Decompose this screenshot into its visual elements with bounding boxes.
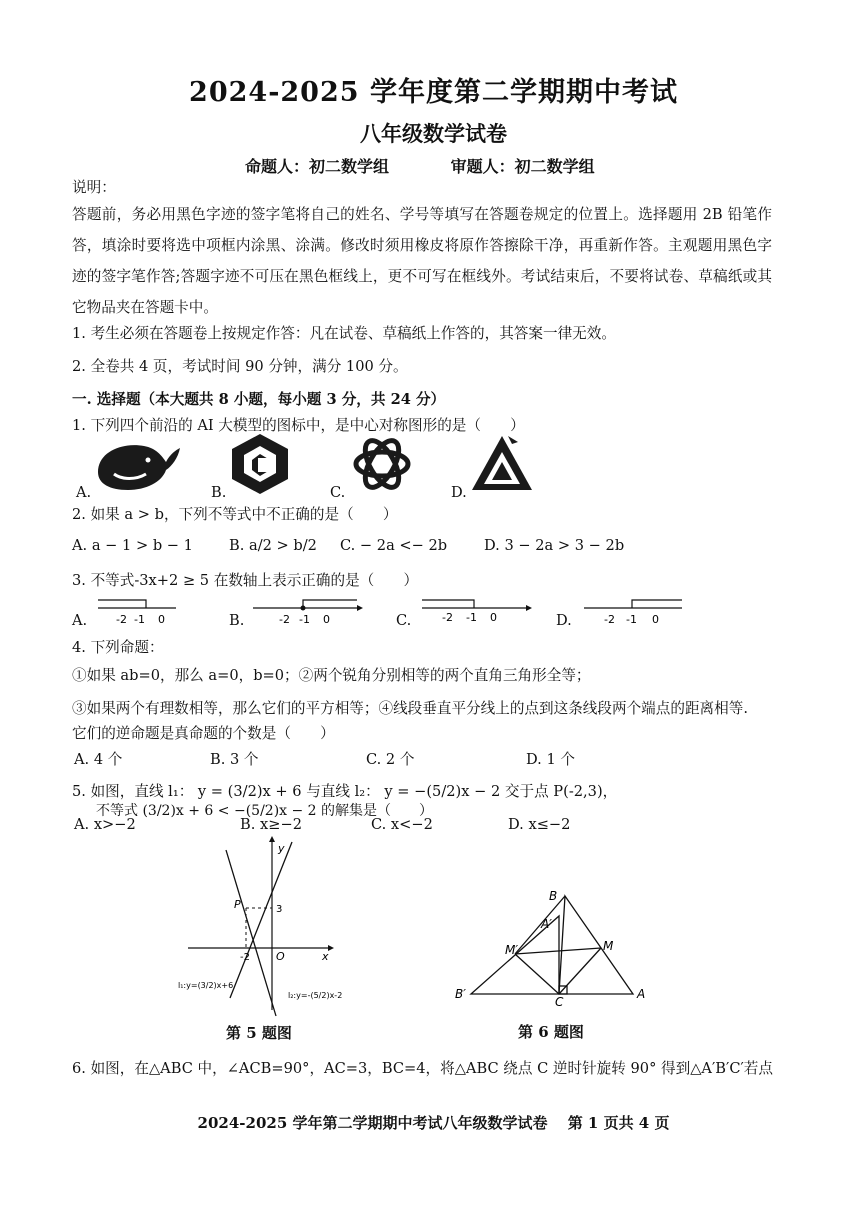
svg-text:-2: -2 <box>116 613 127 626</box>
q5-stem-a: 5. 如图，直线 l₁： y = (3/2)x + 6 与直线 l₂： y = −(5/2)x − 2 交于点 P(-2,3)， <box>72 783 618 800</box>
q4-line-1: ①如果 ab=0，那么 a=0，b=0；②两个锐角分别相等的两个直角三角形全等； <box>72 667 591 684</box>
svg-text:B: B <box>549 889 558 903</box>
q5-stem-b: 不等式 (3/2)x + 6 < −(5/2)x − 2 的解集是（ ） <box>96 803 434 819</box>
figure-5-graph <box>178 838 348 1018</box>
rule-1: 1. 考生必须在答题卷上按规定作答：凡在试卷、草稿纸上作答的，其答案一律无效。 <box>72 325 616 342</box>
q1-label-b: B. <box>211 484 227 501</box>
q2-option-d: D. 3 − 2a > 3 − 2b <box>484 537 625 554</box>
impossible-triangle-logo-icon <box>468 432 536 496</box>
q1-label-c: C. <box>330 484 346 501</box>
svg-text:M′: M′ <box>505 943 519 957</box>
q4-option-a: A. 4 个 <box>74 751 123 768</box>
svg-text:B′: B′ <box>455 987 466 1001</box>
instructions-heading: 说明： <box>72 179 116 196</box>
q3-stem: 3. 不等式-3x+2 ≥ 5 在数轴上表示正确的是（ ） <box>72 572 419 589</box>
svg-text:-2: -2 <box>604 613 615 626</box>
hexagon-cube-logo-icon <box>228 432 292 496</box>
q3-label-c: C. <box>396 612 412 629</box>
q1-label-d: D. <box>451 484 467 501</box>
figure-6-triangles <box>455 888 655 1008</box>
q4-option-b: B. 3 个 <box>210 751 259 768</box>
number-line-a <box>98 596 178 626</box>
svg-text:y: y <box>278 842 285 855</box>
number-line-b <box>253 596 363 626</box>
q2-stem: 2. 如果 a > b，下列不等式中不正确的是（ ） <box>72 506 398 523</box>
svg-text:l₁:y=(3/2)x+6: l₁:y=(3/2)x+6 <box>178 981 234 990</box>
svg-text:A′: A′ <box>541 917 552 931</box>
q3-label-b: B. <box>229 612 245 629</box>
q5-option-b: B. x≥−2 <box>240 816 302 833</box>
svg-text:-1: -1 <box>466 611 477 624</box>
svg-text:0: 0 <box>652 613 659 626</box>
knot-logo-icon <box>350 432 414 496</box>
svg-text:-1: -1 <box>626 613 637 626</box>
figure-6-caption: 第 6 题图 <box>518 1023 584 1041</box>
q4-line-3: 它们的逆命题是真命题的个数是（ ） <box>72 725 335 742</box>
svg-text:l₂:y=-(5/2)x-2: l₂:y=-(5/2)x-2 <box>288 991 343 1000</box>
svg-text:-2: -2 <box>279 613 290 626</box>
q3-label-a: A. <box>72 612 88 629</box>
exam-subtitle: 八年级数学试卷 <box>360 121 507 146</box>
number-line-c <box>422 594 534 624</box>
q2-option-c: C. − 2a <− 2b <box>340 537 448 554</box>
q2-option-b: B. a/2 > b/2 <box>229 537 317 554</box>
section-heading: 一. 选择题（本大题共 8 小题，每小题 3 分，共 24 分） <box>72 391 446 408</box>
svg-text:x: x <box>322 950 329 963</box>
q4-line-2: ③如果两个有理数相等，那么它们的平方相等；④线段垂直平分线上的点到这条线段两个端点的距离相等. <box>72 700 748 717</box>
page-footer: 2024-2025 学年第二学期期中考试八年级数学试卷 第 1 页共 4 页 <box>197 1114 670 1132</box>
authors-line <box>245 154 651 177</box>
q5-option-a: A. x>−2 <box>74 816 136 833</box>
svg-text:-1: -1 <box>299 613 310 626</box>
reviewer: 审题人：初二数学组 <box>450 157 595 176</box>
svg-text:O: O <box>276 950 285 963</box>
svg-text:P: P <box>234 898 241 911</box>
q1-stem: 1. 下列四个前沿的 AI 大模型的图标中，是中心对称图形的是（ ） <box>72 417 525 434</box>
figure-5-caption: 第 5 题图 <box>226 1024 292 1042</box>
rule-2: 2. 全卷共 4 页，考试时间 90 分钟，满分 100 分。 <box>72 358 408 375</box>
q4-option-c: C. 2 个 <box>366 751 415 768</box>
svg-text:-1: -1 <box>134 613 145 626</box>
q2-option-a: A. a − 1 > b − 1 <box>72 537 193 554</box>
instructions-body: 答题前，务必用黑色字迹的签字笔将自己的姓名、学号等填写在答题卷规定的位置上。选择题用 2B 铅笔作答，填涂时要将选中项框内涂黑、涂满。修改时须用橡皮将原作答擦除干净，再重新作答。主观题用黑色字迹的签字笔作答;答题字迹不可压在黑色框线上，更不可写在框线外。考试结束后，不要将试卷、草稿纸或其它物品夹在答题卡中。 <box>72 206 772 316</box>
author: 命题人：初二数学组 <box>245 157 390 176</box>
q5-option-d: D. x≤−2 <box>508 816 571 833</box>
exam-title: 2024-2025 学年度第二学期期中考试 <box>189 77 678 108</box>
svg-text:-2: -2 <box>240 952 250 963</box>
svg-text:3: 3 <box>276 904 283 915</box>
svg-text:-2: -2 <box>442 611 453 624</box>
q3-label-d: D. <box>556 612 572 629</box>
q4-option-d: D. 1 个 <box>526 751 575 768</box>
number-line-d <box>584 596 688 626</box>
q4-stem: 4. 下列命题： <box>72 639 164 656</box>
q6-stem: 6. 如图，在△ABC 中，∠ACB=90°，AC=3，BC=4，将△ABC 绕点 C 逆时针旋转 90° 得到△A′B′C′若点 <box>72 1060 773 1077</box>
svg-text:A: A <box>637 987 646 1001</box>
svg-text:C: C <box>555 995 564 1009</box>
whale-logo-icon <box>92 438 182 494</box>
q1-label-a: A. <box>76 484 92 501</box>
svg-text:M: M <box>603 939 614 953</box>
svg-text:0: 0 <box>490 611 497 624</box>
svg-text:0: 0 <box>323 613 330 626</box>
q5-option-c: C. x<−2 <box>371 816 433 833</box>
svg-text:0: 0 <box>158 613 165 626</box>
